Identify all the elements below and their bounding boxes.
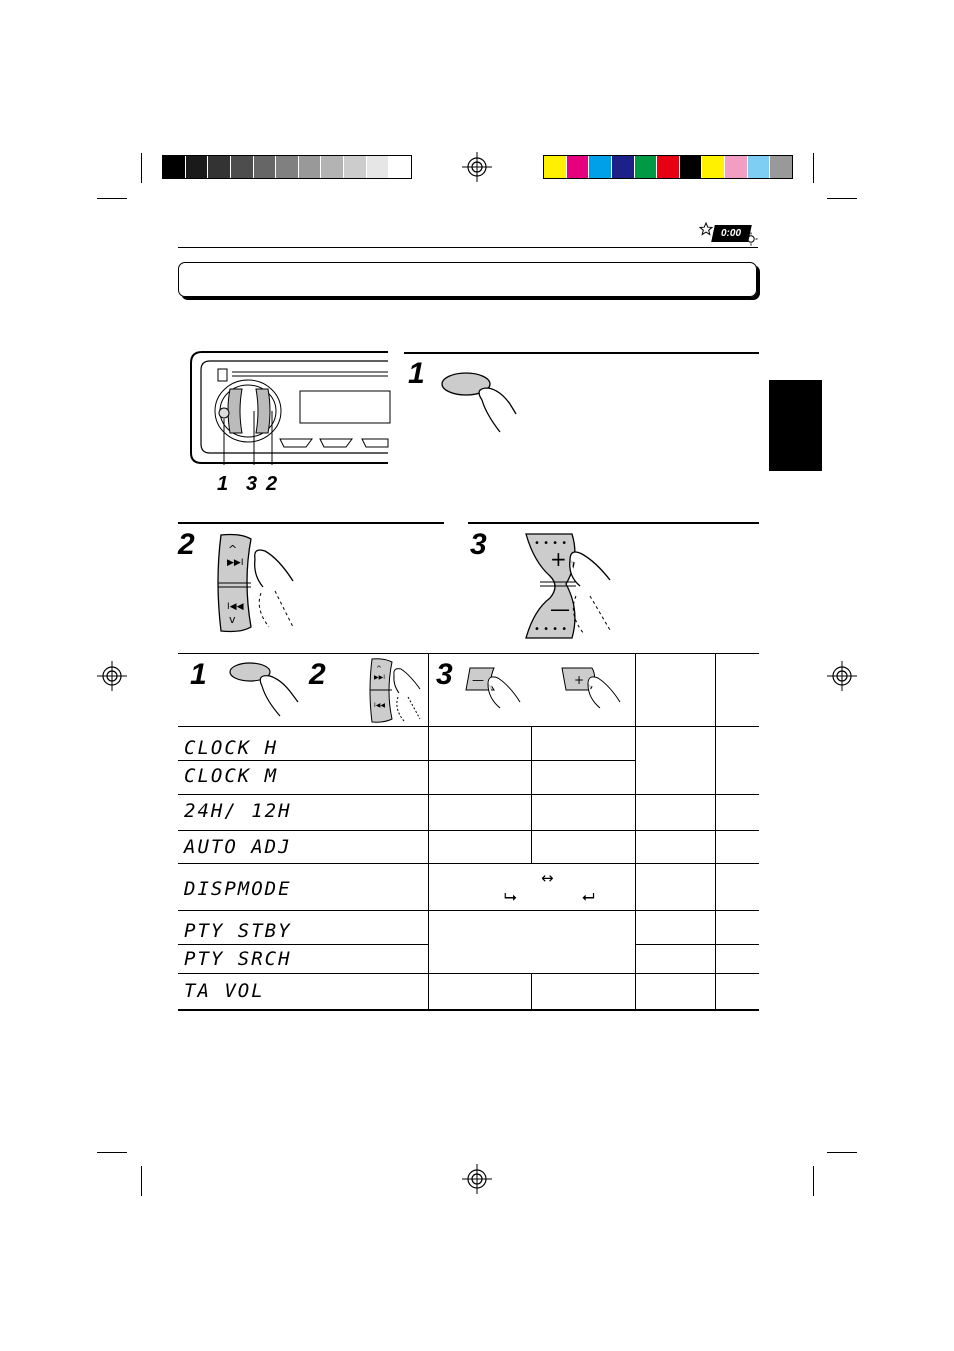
- gray-swatch: [207, 156, 230, 178]
- step3-number: 3: [470, 528, 487, 561]
- gray-swatch: [388, 156, 411, 178]
- row-divider: [178, 760, 635, 761]
- color-bar: [543, 155, 793, 179]
- svg-text:I◀◀: I◀◀: [374, 702, 385, 709]
- crop-mark: [97, 1152, 127, 1153]
- callout-3: 3: [246, 473, 258, 495]
- svg-text:▶▶I: ▶▶I: [227, 558, 244, 568]
- finger-press-icon: [226, 660, 304, 718]
- table-row-clock-m: CLOCK M: [184, 765, 279, 787]
- crop-mark: [813, 153, 814, 183]
- color-swatch: [747, 156, 770, 178]
- gray-swatch: [366, 156, 389, 178]
- table-row-dispmode: DISPMODE: [184, 878, 292, 900]
- skip-button-press-icon: [366, 657, 426, 725]
- step1-rule: [404, 352, 759, 354]
- crop-mark: [141, 153, 142, 183]
- gray-swatch: [298, 156, 321, 178]
- row-divider: [178, 944, 428, 945]
- side-tab: [769, 380, 822, 471]
- gray-swatch: [320, 156, 343, 178]
- color-swatch: [634, 156, 657, 178]
- svg-text:+: +: [550, 547, 567, 571]
- color-swatch: [679, 156, 702, 178]
- table-step-1: 1: [190, 658, 207, 691]
- volume-minus-press-icon: [458, 664, 524, 722]
- row-divider: [635, 944, 759, 945]
- star-icon: [699, 222, 713, 236]
- svg-text:^: ^: [228, 543, 238, 556]
- color-swatch: [656, 156, 679, 178]
- callout-2: 2: [266, 473, 278, 495]
- svg-text:^: ^: [376, 665, 382, 673]
- step3-rule: [468, 522, 759, 524]
- callout-1: 1: [217, 473, 229, 495]
- col-divider: [531, 973, 532, 1009]
- table-bottom-rule: [178, 1009, 759, 1011]
- color-swatch: [566, 156, 589, 178]
- table-header-rule: [178, 726, 759, 727]
- down-right-arrow-icon: ⮡: [504, 887, 517, 906]
- gray-swatch: [275, 156, 298, 178]
- target-mark-icon: [97, 661, 127, 691]
- gray-swatch: [343, 156, 366, 178]
- table-row-auto-adj: AUTO ADJ: [184, 836, 292, 858]
- crop-mark: [813, 1166, 814, 1196]
- svg-text:I◀◀: I◀◀: [227, 602, 244, 612]
- table-step-2: 2: [309, 658, 326, 691]
- col-divider: [715, 653, 716, 1009]
- gray-swatch: [163, 156, 185, 178]
- color-swatch: [769, 156, 792, 178]
- row-divider: [178, 910, 759, 911]
- svg-text:▶▶I: ▶▶I: [374, 674, 385, 681]
- table-row-pty-stby: PTY STBY: [184, 920, 292, 942]
- table-top-rule: [178, 653, 759, 654]
- color-swatch: [611, 156, 634, 178]
- svg-text:• • • •: • • • •: [534, 624, 568, 635]
- table-row-clock-h: CLOCK H: [184, 737, 279, 759]
- svg-text:• • • •: • • • •: [534, 538, 568, 549]
- header-rule: [178, 247, 758, 248]
- target-mark-icon: [462, 1164, 492, 1194]
- table-row-ta-vol: TA VOL: [184, 980, 265, 1002]
- grayscale-bar: [162, 155, 412, 179]
- table-row-pty-srch: PTY SRCH: [184, 948, 292, 970]
- section-title-box: [178, 262, 757, 297]
- step2-number: 2: [178, 528, 195, 561]
- swap-arrow-icon: ↔: [541, 869, 554, 887]
- step1-number: 1: [408, 357, 425, 390]
- volume-button-press-icon: [520, 530, 615, 642]
- receiver-panel-illustration: [188, 347, 393, 467]
- col-divider: [635, 653, 636, 1009]
- svg-text:—: —: [472, 673, 484, 687]
- color-swatch: [544, 156, 566, 178]
- skip-button-press-icon: [213, 531, 303, 636]
- row-divider: [178, 973, 759, 974]
- volume-plus-press-icon: [558, 664, 624, 722]
- row-divider: [178, 830, 759, 831]
- svg-text:—: —: [550, 597, 570, 621]
- crop-mark: [97, 198, 127, 199]
- finger-press-icon: [438, 370, 518, 434]
- gray-swatch: [230, 156, 253, 178]
- step2-rule: [178, 522, 444, 524]
- color-swatch: [701, 156, 724, 178]
- crop-mark: [141, 1166, 142, 1196]
- row-divider: [178, 794, 759, 795]
- target-mark-icon: [827, 661, 857, 691]
- col-divider: [428, 653, 429, 1009]
- color-swatch: [588, 156, 611, 178]
- color-swatch: [724, 156, 747, 178]
- sun-icon: [744, 232, 758, 246]
- table-step-3: 3: [436, 658, 453, 691]
- gray-swatch: [253, 156, 276, 178]
- crop-mark: [827, 198, 857, 199]
- down-left-arrow-icon: ⮠: [582, 887, 595, 906]
- svg-text:+: +: [574, 673, 585, 687]
- table-row-24h-12h: 24H/ 12H: [184, 800, 292, 822]
- row-divider: [178, 863, 759, 864]
- target-mark-icon: [462, 152, 492, 182]
- gray-swatch: [185, 156, 208, 178]
- crop-mark: [827, 1152, 857, 1153]
- clock-badge: 0:00: [711, 225, 752, 242]
- svg-text:v: v: [229, 613, 236, 626]
